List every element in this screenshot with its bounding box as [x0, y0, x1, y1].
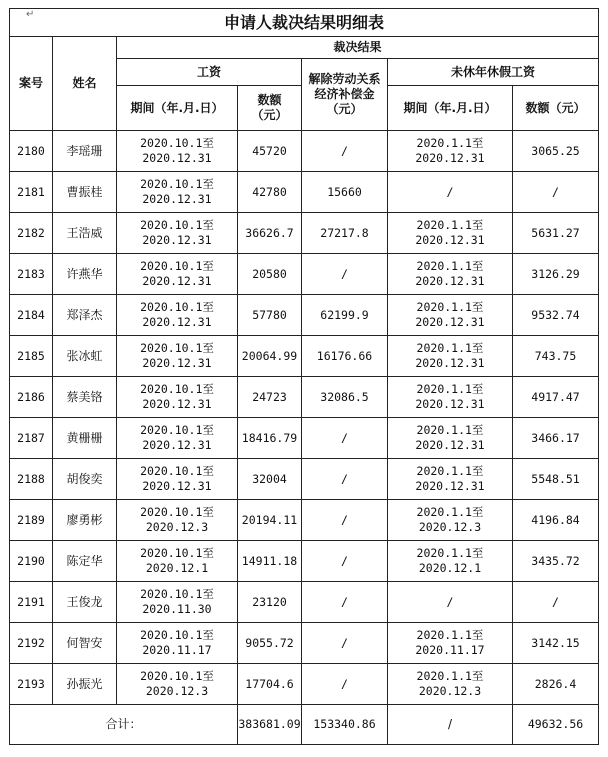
- name-cell: 王俊龙: [53, 582, 117, 623]
- case-number-cell: 2185: [10, 336, 53, 377]
- wage-period-cell: 2020.10.1至 2020.12.31: [117, 254, 238, 295]
- table-body: [10, 131, 599, 705]
- wage-amount-cell: 14911.18: [238, 541, 302, 582]
- severance-cell: /: [302, 582, 388, 623]
- leave-period-cell: 2020.1.1至 2020.12.31: [388, 213, 513, 254]
- wage-period-cell: 2020.10.1至 2020.12.31: [117, 377, 238, 418]
- table-row: [10, 172, 599, 213]
- wage-amount-cell: 9055.72: [238, 623, 302, 664]
- leave-amount-cell: /: [513, 172, 599, 213]
- leave-amount-cell: 5631.27: [513, 213, 599, 254]
- ruling-detail-table: [9, 8, 599, 745]
- leave-period-cell: 2020.1.1至 2020.11.17: [388, 623, 513, 664]
- leave-period-cell: 2020.1.1至 2020.12.31: [388, 295, 513, 336]
- leave-amount-cell: 3126.29: [513, 254, 599, 295]
- leave-amount-cell: /: [513, 582, 599, 623]
- case-number-cell: 2188: [10, 459, 53, 500]
- case-number-cell: 2186: [10, 377, 53, 418]
- name-cell: 郑泽杰: [53, 295, 117, 336]
- severance-cell: /: [302, 459, 388, 500]
- name-cell: 黄栅栅: [53, 418, 117, 459]
- case-number-cell: 2180: [10, 131, 53, 172]
- case-number-cell: 2187: [10, 418, 53, 459]
- leave-amount-cell: 4917.47: [513, 377, 599, 418]
- leave-amount-cell: 743.75: [513, 336, 599, 377]
- wage-amount-cell: 20064.99: [238, 336, 302, 377]
- case-number-cell: 2182: [10, 213, 53, 254]
- header-wage-amount: 数额 （元）: [238, 86, 302, 131]
- total-leave-period: /: [388, 705, 513, 745]
- name-cell: 张冰虹: [53, 336, 117, 377]
- header-name: 姓名: [53, 37, 117, 131]
- leave-amount-cell: 4196.84: [513, 500, 599, 541]
- wage-period-cell: 2020.10.1至 2020.12.31: [117, 336, 238, 377]
- case-number-cell: 2189: [10, 500, 53, 541]
- wage-period-cell: 2020.10.1至 2020.12.3: [117, 500, 238, 541]
- header-severance: 解除劳动关系 经济补偿金 （元）: [302, 59, 388, 131]
- severance-cell: /: [302, 623, 388, 664]
- leave-amount-cell: 3142.15: [513, 623, 599, 664]
- header-unused-leave-wage: 未休年休假工资: [388, 59, 599, 86]
- header-ruling-result: 裁决结果: [117, 37, 599, 59]
- header-case-no: 案号: [10, 37, 53, 131]
- name-cell: 陈定华: [53, 541, 117, 582]
- leave-amount-cell: 3466.17: [513, 418, 599, 459]
- wage-period-cell: 2020.10.1至 2020.11.17: [117, 623, 238, 664]
- leave-period-cell: /: [388, 582, 513, 623]
- paragraph-mark: ↵: [26, 9, 35, 20]
- wage-amount-cell: 32004: [238, 459, 302, 500]
- severance-cell: /: [302, 500, 388, 541]
- leave-amount-cell: 9532.74: [513, 295, 599, 336]
- table-row: [10, 664, 599, 705]
- name-cell: 王浩威: [53, 213, 117, 254]
- wage-amount-cell: 18416.79: [238, 418, 302, 459]
- header-leave-period: 期间（年.月.日）: [388, 86, 513, 131]
- header-wage: 工资: [117, 59, 302, 86]
- case-number-cell: 2183: [10, 254, 53, 295]
- table-title: 申请人裁决结果明细表: [10, 9, 599, 37]
- wage-amount-cell: 45720: [238, 131, 302, 172]
- name-cell: 蔡美铬: [53, 377, 117, 418]
- wage-amount-cell: 24723: [238, 377, 302, 418]
- wage-period-cell: 2020.10.1至 2020.12.1: [117, 541, 238, 582]
- wage-amount-cell: 36626.7: [238, 213, 302, 254]
- leave-period-cell: 2020.1.1至 2020.12.31: [388, 418, 513, 459]
- table-row: [10, 541, 599, 582]
- case-number-cell: 2190: [10, 541, 53, 582]
- leave-period-cell: 2020.1.1至 2020.12.31: [388, 377, 513, 418]
- header-leave-amount: 数额（元）: [513, 86, 599, 131]
- wage-period-cell: 2020.10.1至 2020.12.31: [117, 295, 238, 336]
- case-number-cell: 2193: [10, 664, 53, 705]
- leave-amount-cell: 2826.4: [513, 664, 599, 705]
- wage-period-cell: 2020.10.1至 2020.12.3: [117, 664, 238, 705]
- wage-period-cell: 2020.10.1至 2020.12.31: [117, 172, 238, 213]
- severance-cell: 27217.8: [302, 213, 388, 254]
- table-row: [10, 623, 599, 664]
- leave-period-cell: 2020.1.1至 2020.12.1: [388, 541, 513, 582]
- severance-cell: 15660: [302, 172, 388, 213]
- table-row: [10, 254, 599, 295]
- severance-cell: /: [302, 254, 388, 295]
- leave-amount-cell: 3065.25: [513, 131, 599, 172]
- severance-cell: 16176.66: [302, 336, 388, 377]
- total-label: 合计：: [10, 705, 238, 745]
- wage-period-cell: 2020.10.1至 2020.12.31: [117, 459, 238, 500]
- wage-amount-cell: 42780: [238, 172, 302, 213]
- leave-period-cell: /: [388, 172, 513, 213]
- severance-cell: /: [302, 418, 388, 459]
- case-number-cell: 2191: [10, 582, 53, 623]
- table-row: [10, 213, 599, 254]
- severance-cell: /: [302, 541, 388, 582]
- table-row: [10, 418, 599, 459]
- case-number-cell: 2181: [10, 172, 53, 213]
- wage-amount-cell: 57780: [238, 295, 302, 336]
- wage-amount-cell: 17704.6: [238, 664, 302, 705]
- wage-amount-cell: 20194.11: [238, 500, 302, 541]
- severance-cell: 62199.9: [302, 295, 388, 336]
- table-row: [10, 582, 599, 623]
- wage-amount-cell: 20580: [238, 254, 302, 295]
- table-row: [10, 459, 599, 500]
- severance-cell: /: [302, 131, 388, 172]
- name-cell: 廖勇彬: [53, 500, 117, 541]
- leave-period-cell: 2020.1.1至 2020.12.31: [388, 459, 513, 500]
- wage-period-cell: 2020.10.1至 2020.12.31: [117, 418, 238, 459]
- leave-period-cell: 2020.1.1至 2020.12.31: [388, 254, 513, 295]
- case-number-cell: 2192: [10, 623, 53, 664]
- table-row: [10, 131, 599, 172]
- leave-period-cell: 2020.1.1至 2020.12.31: [388, 336, 513, 377]
- severance-cell: /: [302, 664, 388, 705]
- total-severance: 153340.86: [302, 705, 388, 745]
- name-cell: 曹振桂: [53, 172, 117, 213]
- name-cell: 胡俊奕: [53, 459, 117, 500]
- table-row: [10, 377, 599, 418]
- name-cell: 孙振光: [53, 664, 117, 705]
- name-cell: 许燕华: [53, 254, 117, 295]
- wage-period-cell: 2020.10.1至 2020.12.31: [117, 213, 238, 254]
- case-number-cell: 2184: [10, 295, 53, 336]
- leave-period-cell: 2020.1.1至 2020.12.31: [388, 131, 513, 172]
- total-wage-amount: 383681.09: [238, 705, 302, 745]
- table-row: [10, 500, 599, 541]
- name-cell: 何智安: [53, 623, 117, 664]
- name-cell: 李瑶珊: [53, 131, 117, 172]
- total-row: [10, 705, 599, 745]
- table-row: [10, 336, 599, 377]
- leave-amount-cell: 5548.51: [513, 459, 599, 500]
- wage-period-cell: 2020.10.1至 2020.12.31: [117, 131, 238, 172]
- leave-period-cell: 2020.1.1至 2020.12.3: [388, 500, 513, 541]
- severance-cell: 32086.5: [302, 377, 388, 418]
- leave-period-cell: 2020.1.1至 2020.12.3: [388, 664, 513, 705]
- wage-period-cell: 2020.10.1至 2020.11.30: [117, 582, 238, 623]
- header-wage-period: 期间（年.月.日）: [117, 86, 238, 131]
- wage-amount-cell: 23120: [238, 582, 302, 623]
- leave-amount-cell: 3435.72: [513, 541, 599, 582]
- table-row: [10, 295, 599, 336]
- total-leave-amount: 49632.56: [513, 705, 599, 745]
